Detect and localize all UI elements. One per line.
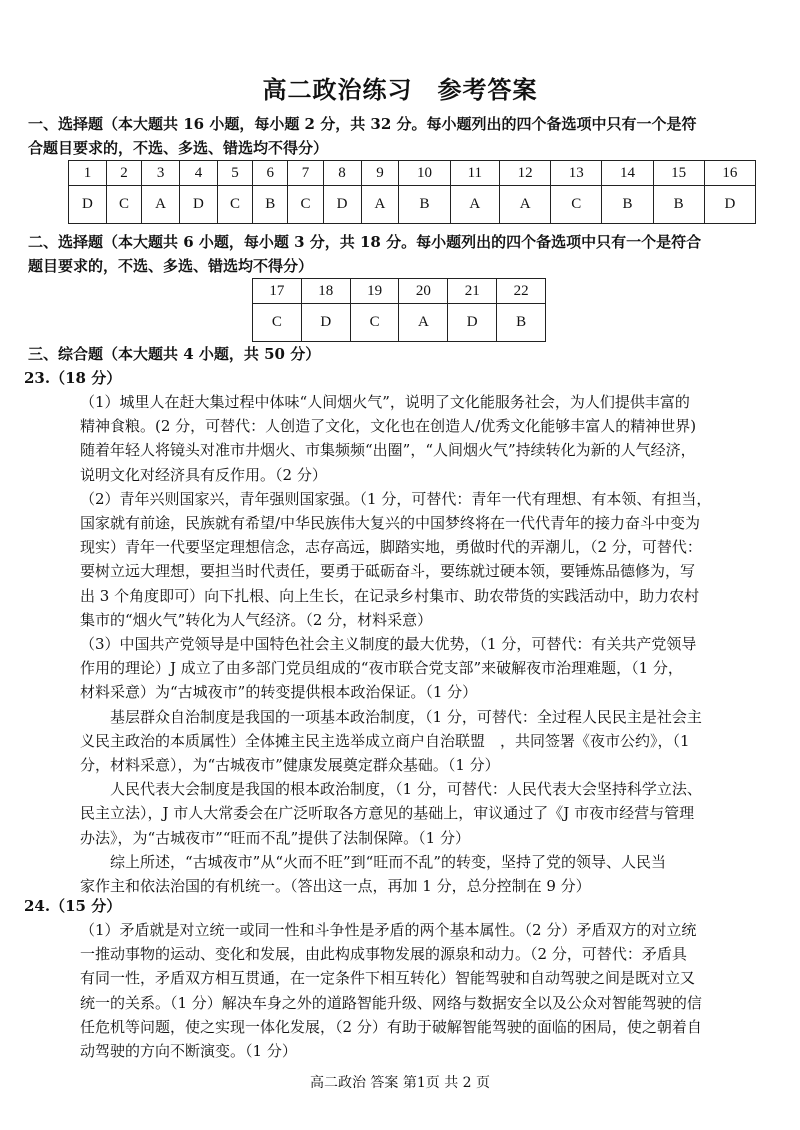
table-cell: 2 [106, 161, 141, 186]
table-cell: B [497, 304, 546, 342]
table-cell: C [217, 186, 252, 224]
table-cell: 10 [399, 161, 450, 186]
section1-answer-table [68, 160, 756, 224]
table-cell: 9 [361, 161, 399, 186]
table-cell: D [704, 186, 755, 224]
table-cell: 14 [602, 161, 653, 186]
table-cell: 1 [69, 161, 107, 186]
text-line: （1）矛盾就是对立统一或同一性和斗争性是矛盾的两个基本属性。（2 分）矛盾双方的对立统 [80, 921, 697, 939]
table-cell: 18 [301, 279, 350, 304]
text-line: 分，材料采意），为“古城夜市”健康发展奠定群众基础。（1 分） [80, 756, 500, 774]
table-cell: B [602, 186, 653, 224]
table-cell: 15 [653, 161, 704, 186]
table-cell: 19 [350, 279, 399, 304]
text-line: 统一的关系。（1 分）解决车身之外的道路智能升级、网络与数据安全以及公众对智能驾驶的信 [80, 993, 702, 1012]
text-line: 办法》，为“古城夜市”“旺而不乱”提供了法制保障。（1 分） [80, 828, 470, 847]
text-line: 民主立法），J 市人大常委会在广泛听取各方意见的基础上，审议通过了《J 市夜市经营与管理 [80, 804, 695, 823]
page-footer: 高二政治 答案 第1页 共 2 页 [309, 1075, 491, 1091]
text-line: 出 3 个角度即可）向下扎根、向上生长，在记录乡村集市、助农带货的实践活动中，助力农村 [80, 586, 700, 605]
table-cell: D [301, 304, 350, 342]
table-cell: 8 [323, 161, 361, 186]
table-cell: A [399, 304, 448, 342]
table-row-question-numbers [253, 279, 546, 304]
table-cell: B [399, 186, 450, 224]
text-line: （2）青年兴则国家兴，青年强则国家强。（1 分，可替代：青年一代有理想、有本领、有担当， [80, 489, 712, 508]
text-line: 家作主和依法治国的有机统一。（答出这一点，再加 1 分，总分控制在 9 分） [80, 877, 591, 895]
table-row-answers [253, 304, 546, 342]
table-cell: A [361, 186, 399, 224]
section2-heading-line1: 二、选择题（本大题共 6 小题，每小题 3 分，共 18 分。每小题列出的四个备选项中只有一个是符合 [28, 233, 702, 251]
table-cell: 22 [497, 279, 546, 304]
text-line: 随着年轻人将镜头对准市井烟火、市集频频“出圈”，“人间烟火气”持续转化为新的人气经济， [80, 441, 696, 460]
table-cell: D [180, 186, 218, 224]
table-row-answers [69, 186, 756, 224]
text-line: 材料采意）为“古城夜市”的转变提供根本政治保证。（1 分） [80, 683, 478, 702]
table-cell: D [448, 304, 497, 342]
table-cell: C [106, 186, 141, 224]
table-row-question-numbers [69, 161, 756, 186]
table-cell: 20 [399, 279, 448, 304]
text-line: 国家就有前途，民族就有希望/中华民族伟大复兴的中国梦终将在一代代青年的接力奋斗中变为 [80, 514, 701, 532]
table-cell: 5 [217, 161, 252, 186]
text-line: （3）中国共产党领导是中国特色社会主义制度的最大优势，（1 分，可替代：有关共产党领导 [80, 635, 697, 653]
table-cell: D [69, 186, 107, 224]
table-cell: D [323, 186, 361, 224]
text-line: 作用的理论）J 成立了由多部门党员组成的“夜市联合党支部”来破解夜市治理难题，（1 分， [80, 659, 683, 678]
text-line: 义民主政治的本质属性）全体摊主民主选举成立商户自治联盟 ，共同签署《夜市公约》，（1 [80, 731, 690, 750]
table-cell: 21 [448, 279, 497, 304]
table-cell: 3 [142, 161, 180, 186]
text-line: 集市的“烟火气”转化为人气经济。（2 分，材料采意） [80, 610, 433, 629]
text-line: 基层群众自治制度是我国的一项基本政治制度，（1 分，可替代：全过程人民民主是社会主 [80, 707, 702, 726]
text-line: 要树立远大理想，要担当时代责任，要勇于砥砺奋斗，要练就过硬本领，要锤炼品德修为，写 [80, 562, 696, 581]
table-cell: A [500, 186, 551, 224]
text-line: 人民代表大会制度是我国的根本政治制度，（1 分，可替代：人民代表大会坚持科学立法、 [80, 780, 702, 799]
text-line: 任危机等问题，使之实现一体化发展，（2 分）有助于破解智能驾驶的面临的困局，使之朝着自 [80, 1017, 702, 1036]
table-cell: A [142, 186, 180, 224]
table-cell: C [551, 186, 602, 224]
table-cell: 7 [288, 161, 323, 186]
section2-heading-line2: 题目要求的，不选、多选、错选均不得分） [28, 257, 314, 275]
text-line: （1）城里人在赶大集过程中体味“人间烟火气”，说明了文化能服务社会，为人们提供丰富的 [80, 393, 690, 411]
table-cell: B [653, 186, 704, 224]
table-cell: C [350, 304, 399, 342]
text-line: 现实）青年一代要坚定理想信念，志存高远，脚踏实地，勇做时代的弄潮儿，（2 分，可替代： [80, 538, 702, 557]
table-cell: 11 [450, 161, 499, 186]
table-cell: B [253, 186, 288, 224]
text-line: 有同一性，矛盾双方相互贯通，在一定条件下相互转化）智能驾驶和自动驾驶之间是既对立又 [80, 969, 696, 988]
table-cell: 16 [704, 161, 755, 186]
text-line: 动驾驶的方向不断演变。（1 分） [80, 1042, 297, 1060]
q24-label: 24.（15 分） [24, 897, 122, 915]
text-line: 综上所述，“古城夜市”从“火而不旺”到“旺而不乱”的转变，坚持了党的领导、人民当 [80, 852, 667, 871]
table-cell: 4 [180, 161, 218, 186]
text-line: 精神食粮。(2 分，可替代：人创造了文化，文化也在创造人/优秀文化能够丰富人的精神世界) [80, 417, 697, 436]
section2-answer-table [252, 278, 546, 342]
section1-heading-line1: 一、选择题（本大题共 16 小题，每小题 2 分，共 32 分。每小题列出的四个备选项中只有一个是符 [28, 115, 697, 133]
section1-heading-line2: 合题目要求的，不选、多选、错选均不得分） [28, 139, 329, 157]
table-cell: 6 [253, 161, 288, 186]
table-cell: A [450, 186, 499, 224]
section3-heading: 三、综合题（本大题共 4 小题，共 50 分） [28, 345, 321, 363]
page-title: 高二政治练习 参考答案 [262, 75, 538, 104]
table-cell: 17 [253, 279, 302, 304]
table-cell: C [253, 304, 302, 342]
table-cell: 12 [500, 161, 551, 186]
text-line: 一推动事物的运动、变化和发展，由此构成事物发展的源泉和动力。（2 分，可替代：矛盾具 [80, 945, 687, 964]
table-cell: C [288, 186, 323, 224]
q23-label: 23.（18 分） [24, 369, 122, 387]
text-line: 说明文化对经济具有反作用。（2 分） [80, 465, 327, 484]
table-cell: 13 [551, 161, 602, 186]
